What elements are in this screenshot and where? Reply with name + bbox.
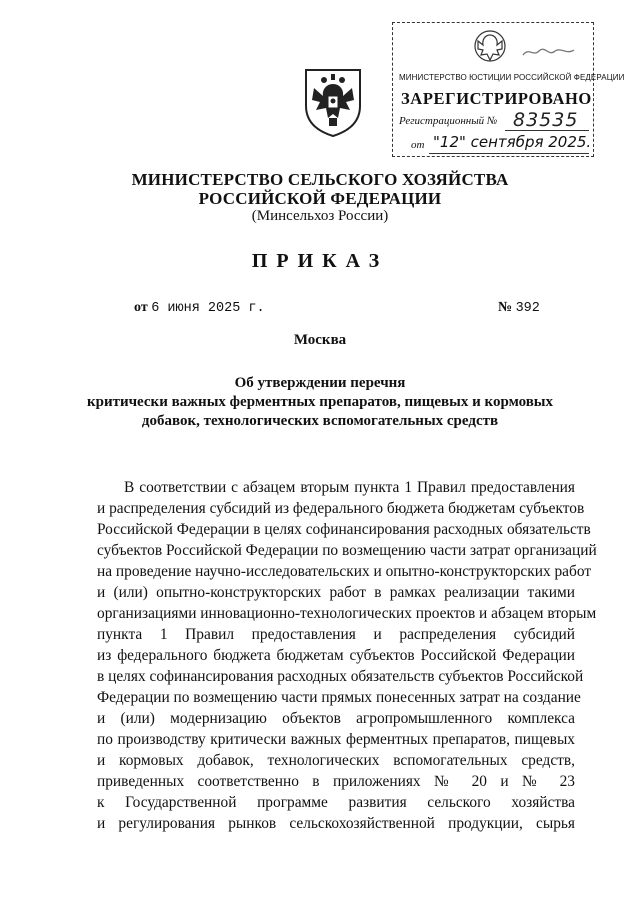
body-line: Российской Федерации в целях софинансирования расходных обязательств [97, 521, 591, 538]
stamp-emblem-icon [473, 27, 507, 65]
body-line: из федерального бюджета бюджетам субъектов Российской Федерации [97, 647, 575, 664]
document-title-line3: добавок, технологических вспомогательных средств [141, 413, 499, 429]
body-line: и распределения субсидий из федерального бюджета бюджетам субъектов [97, 500, 585, 517]
document-type-heading: ПРИКАЗ [251, 250, 389, 272]
body-line: организациями инновационно-технологических проектов и абзацем вторым [97, 605, 597, 622]
city-name: Москва [293, 332, 347, 348]
order-date-prefix: от [134, 300, 148, 315]
body-line: и (или) модернизацию объектов агропромышленного комплекса [97, 710, 575, 727]
body-line: субъектов Российской Федерации по возмещению части затрат организаций [97, 542, 597, 559]
body-line: к Государственной программе развития сельского хозяйства [97, 794, 575, 811]
coat-of-arms-icon [302, 66, 364, 138]
order-number-prefix: № [498, 300, 513, 315]
order-number-value: 392 [515, 301, 540, 316]
stamp-date-value: "12" сентября 2025. [433, 133, 592, 151]
ministry-short-name: (Минсельхоз России) [251, 208, 389, 224]
stamp-registered-text: ЗАРЕГИСТРИРОВАНО [401, 89, 592, 108]
body-line: Федерации по возмещению части прямых понесенных затрат на создание [97, 689, 581, 706]
body-line: на проведение научно-исследовательских и опытно-конструкторских работ [97, 563, 592, 580]
stamp-ministry-text: МИНИСТЕРСТВО ЮСТИЦИИ РОССИЙСКОЙ ФЕДЕРАЦИИ [399, 73, 625, 82]
order-date-value: 6 июня 2025 г. [151, 301, 265, 316]
stamp-date-prefix: от [411, 139, 425, 151]
document-title-line2: критически важных ферментных препаратов, пищевых и кормовых [86, 394, 554, 410]
stamp-scribble-icon [521, 45, 576, 59]
registration-stamp [392, 22, 625, 157]
body-line: В соответствии с абзацем вторым пункта 1 Правил предоставления [124, 479, 575, 496]
order-date [134, 300, 265, 316]
stamp-regnum-value: 83535 [513, 109, 579, 131]
body-line: по производству критически важных ферментных препаратов, пищевых [97, 731, 575, 748]
body-line: приведенных соответственно в приложениях № 20 и № 23 [97, 773, 575, 790]
ministry-name-line2: РОССИЙСКОЙ ФЕДЕРАЦИИ [198, 189, 442, 208]
body-line: и регулирования рынков сельскохозяйственной продукции, сырья [97, 815, 575, 832]
body-line: и кормовых добавок, технологических вспомогательных средств, [97, 752, 575, 769]
stamp-regnum-label: Регистрационный № [399, 115, 498, 127]
order-number [498, 300, 540, 316]
body-line: пункта 1 Правил предоставления и распределения субсидий [97, 626, 575, 643]
stamp-date-underline [429, 153, 589, 154]
body-line: и (или) опытно-конструкторских работ в рамках реализации такими [97, 584, 575, 601]
document-title-line1: Об утверждении перечня [234, 375, 406, 391]
ministry-name-line1: МИНИСТЕРСТВО СЕЛЬСКОГО ХОЗЯЙСТВА [131, 170, 509, 189]
body-line: в целях софинансирования расходных обязательств субъектов Российской [97, 668, 584, 685]
